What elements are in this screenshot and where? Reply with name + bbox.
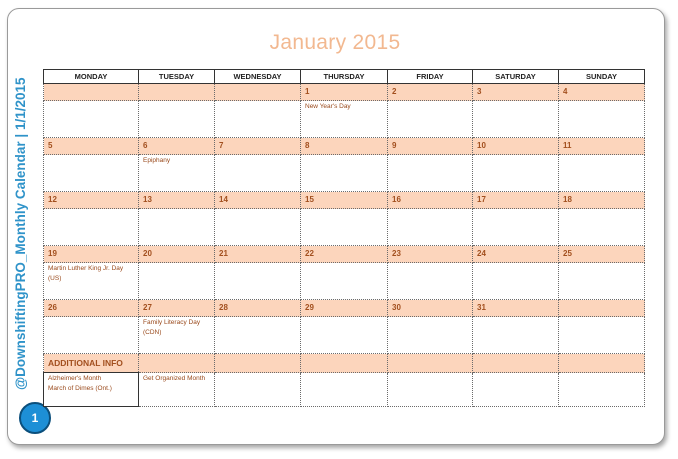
additional-info-label-cell [44,354,139,373]
event-cell[interactable] [388,263,473,300]
day-number[interactable]: 31 [473,300,559,317]
info-cell[interactable] [301,373,388,407]
weekday-header: MONDAY [44,70,139,84]
event-text [44,209,138,210]
day-number[interactable]: 3 [473,84,559,101]
info-text [559,373,644,374]
day-number[interactable]: 14 [215,192,301,209]
day-number[interactable]: 28 [215,300,301,317]
info-text [473,373,558,374]
event-text: Martin Luther King Jr. Day (US) [48,265,124,282]
info-cell[interactable] [44,373,139,407]
event-cell[interactable] [473,155,559,192]
event-text [301,317,387,318]
day-number[interactable]: 19 [44,246,139,263]
day-number[interactable]: 13 [139,192,215,209]
day-number[interactable] [215,84,301,101]
event-cell[interactable] [388,155,473,192]
event-text [215,101,300,102]
event-cell[interactable] [139,101,215,138]
event-text [388,317,472,318]
event-text [215,155,300,156]
day-number[interactable]: 11 [559,138,645,155]
event-cell[interactable] [301,101,388,138]
day-number[interactable]: 30 [388,300,473,317]
week-4-dates [44,246,645,263]
event-text [215,263,300,264]
additional-info-row [44,373,645,407]
event-cell[interactable] [301,317,388,354]
info-text: Alzheimer's Month March of Dimes (Ont.) [48,375,112,392]
event-cell[interactable] [44,263,139,300]
event-text: Epiphany [143,157,171,164]
event-cell[interactable] [473,263,559,300]
event-text [388,263,472,264]
weekday-header: TUESDAY [139,70,215,84]
day-number[interactable]: 23 [388,246,473,263]
additional-info-label: ADDITIONAL INFO [48,358,123,368]
additional-info-header-cell [215,354,301,373]
day-number[interactable]: 5 [44,138,139,155]
event-text [473,155,558,156]
event-text [559,101,644,102]
event-cell[interactable] [139,263,215,300]
day-number[interactable]: 4 [559,84,645,101]
event-cell[interactable] [301,209,388,246]
additional-info-header-cell [559,354,645,373]
event-cell[interactable] [301,263,388,300]
event-text: Family Literacy Day (CDN) [143,319,201,336]
event-cell[interactable] [473,209,559,246]
week-1-events [44,101,645,138]
event-cell[interactable] [559,317,645,354]
day-number[interactable]: 18 [559,192,645,209]
event-text [473,209,558,210]
week-4-events [44,263,645,300]
event-cell[interactable] [215,209,301,246]
event-cell[interactable] [215,263,301,300]
event-cell[interactable] [559,101,645,138]
day-number[interactable] [139,84,215,101]
event-cell[interactable] [139,155,215,192]
event-cell[interactable] [559,155,645,192]
day-number[interactable]: 17 [473,192,559,209]
day-number[interactable]: 16 [388,192,473,209]
event-text [44,317,138,318]
info-text [215,373,300,374]
event-cell[interactable] [215,317,301,354]
additional-info-header-cell [473,354,559,373]
day-number[interactable]: 25 [559,246,645,263]
event-cell[interactable] [473,101,559,138]
weekday-header: THURSDAY [301,70,388,84]
day-number[interactable]: 9 [388,138,473,155]
day-number[interactable] [559,300,645,317]
day-number[interactable]: 6 [139,138,215,155]
additional-info-header-row [44,354,645,373]
info-text: Get Organized Month [143,375,206,382]
event-cell[interactable] [301,155,388,192]
day-number[interactable]: 15 [301,192,388,209]
weekday-header: SATURDAY [473,70,559,84]
week-1-dates [44,84,645,101]
event-text [473,101,558,102]
event-text [301,209,387,210]
day-number[interactable]: 21 [215,246,301,263]
day-number[interactable]: 22 [301,246,388,263]
day-number[interactable]: 7 [215,138,301,155]
event-text [388,155,472,156]
weekday-header: FRIDAY [388,70,473,84]
weekday-header: SUNDAY [559,70,645,84]
week-2-dates [44,138,645,155]
event-text [44,101,138,102]
week-5-dates [44,300,645,317]
day-number[interactable]: 1 [301,84,388,101]
event-text [559,317,644,318]
day-number[interactable]: 20 [139,246,215,263]
event-text [215,209,300,210]
week-3-dates [44,192,645,209]
event-text [388,101,472,102]
side-caption: @DownshiftingPRO_Monthly Calendar | 1/1/2015 [13,77,28,390]
event-cell[interactable] [44,101,139,138]
week-2-events [44,155,645,192]
event-cell[interactable] [44,209,139,246]
event-text [473,317,558,318]
info-cell[interactable] [388,373,473,407]
page-number-badge[interactable]: 1 [19,402,51,434]
event-text [44,155,138,156]
event-cell[interactable] [44,155,139,192]
event-text [559,155,644,156]
event-text: New Year's Day [305,103,351,110]
event-cell[interactable] [215,101,301,138]
event-text [139,209,214,210]
info-cell[interactable] [139,373,215,407]
event-text [559,263,644,264]
additional-info-header-cell [139,354,215,373]
event-text [301,155,387,156]
event-text [388,209,472,210]
event-cell[interactable] [559,263,645,300]
week-3-events [44,209,645,246]
event-text [559,209,644,210]
event-cell[interactable] [388,317,473,354]
info-text [388,373,472,374]
info-text [301,373,387,374]
event-cell[interactable] [44,317,139,354]
day-number[interactable]: 29 [301,300,388,317]
calendar-title: January 2015 [269,31,401,54]
weekday-header-row [44,70,645,84]
event-cell[interactable] [139,317,215,354]
calendar-grid [43,69,645,407]
event-text [215,317,300,318]
day-number[interactable]: 8 [301,138,388,155]
day-number[interactable]: 10 [473,138,559,155]
event-text [139,101,214,102]
weekday-header: WEDNESDAY [215,70,301,84]
event-text [473,263,558,264]
info-cell[interactable] [215,373,301,407]
day-number[interactable]: 26 [44,300,139,317]
event-cell[interactable] [559,209,645,246]
event-text [301,263,387,264]
info-cell[interactable] [473,373,559,407]
event-cell[interactable] [473,317,559,354]
info-cell[interactable] [559,373,645,407]
additional-info-header-cell [388,354,473,373]
event-text [139,263,214,264]
event-cell[interactable] [388,101,473,138]
event-cell[interactable] [215,155,301,192]
day-number[interactable]: 12 [44,192,139,209]
week-5-events [44,317,645,354]
event-cell[interactable] [139,209,215,246]
day-number[interactable]: 2 [388,84,473,101]
day-number[interactable] [44,84,139,101]
event-cell[interactable] [388,209,473,246]
additional-info-header-cell [301,354,388,373]
day-number[interactable]: 27 [139,300,215,317]
day-number[interactable]: 24 [473,246,559,263]
